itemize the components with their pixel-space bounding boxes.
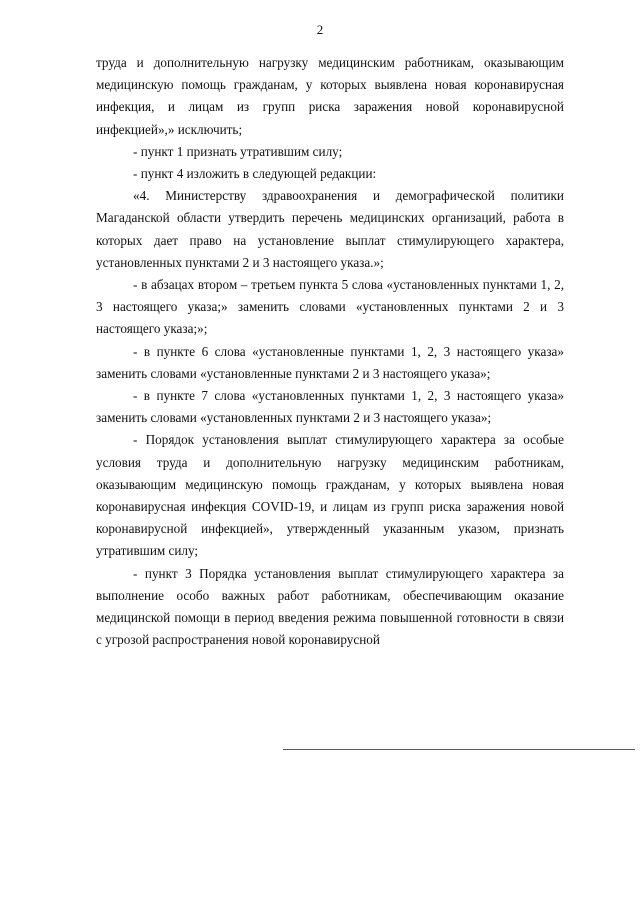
page-number: 2	[316, 22, 324, 37]
document-body	[96, 52, 564, 651]
paragraph-item-6-amend: - в пункте 6 слова «установленные пунктами 1, 2, 3 настоящего указа» заменить словами «установленные пунктами 2 и 3 настоящего указа»;	[96, 343, 564, 381]
paragraph-item-4-intro: - пункт 4 изложить в следующей редакции:	[133, 166, 377, 182]
paragraph-item-4-text: «4. Министерству здравоохранения и демографической политики Магаданской области утвердить перечень медицинских организаций, работа в которых дает право на установление выплат стимулирующего характера, установленных пунктами 2 и 3 настоящего указа.»;	[96, 188, 564, 270]
paragraph-item-1-repeal: - пункт 1 признать утратившим силу;	[133, 143, 343, 159]
paragraph-item-7-amend: - в пункте 7 слова «установленных пунктами 1, 2, 3 настоящего указа» заменить словами «установленных пунктами 2 и 3 настоящего указа»;	[96, 388, 564, 426]
paragraph-continuation: труда и дополнительную нагрузку медицинским работникам, оказывающим медицинскую помощь гражданам, у которых выявлена новая коронавирусная инфекция, и лицам из групп риска заражения новой коронавирусной инфекцией»,» исключить;	[96, 55, 564, 137]
bottom-divider-line	[283, 749, 635, 750]
paragraph-procedure-item-3: - пункт 3 Порядка установления выплат стимулирующего характера за выполнение особо важных работ работникам, обеспечивающим оказание медицинской помощи в период введения режима повышенной готовности в связи с угрозой распространения новой коронавирусной	[96, 565, 564, 648]
paragraph-item-5-amend: - в абзацах втором – третьем пункта 5 слова «установленных пунктами 1, 2, 3 настоящего указа;» заменить словами «установленных пунктами 2 и 3 настоящего указа;»;	[96, 277, 564, 337]
paragraph-procedure-repeal: - Порядок установления выплат стимулирующего характера за особые условия труда и дополнительную нагрузку медицинским работникам, оказывающим медицинскую помощь гражданам, у которых выявлена новая коронавирусная инфекция COVID-19, и лицам из групп риска заражения новой коронавирусной инфекцией», утвержденный указанным указом, признать утратившим силу;	[96, 432, 564, 559]
